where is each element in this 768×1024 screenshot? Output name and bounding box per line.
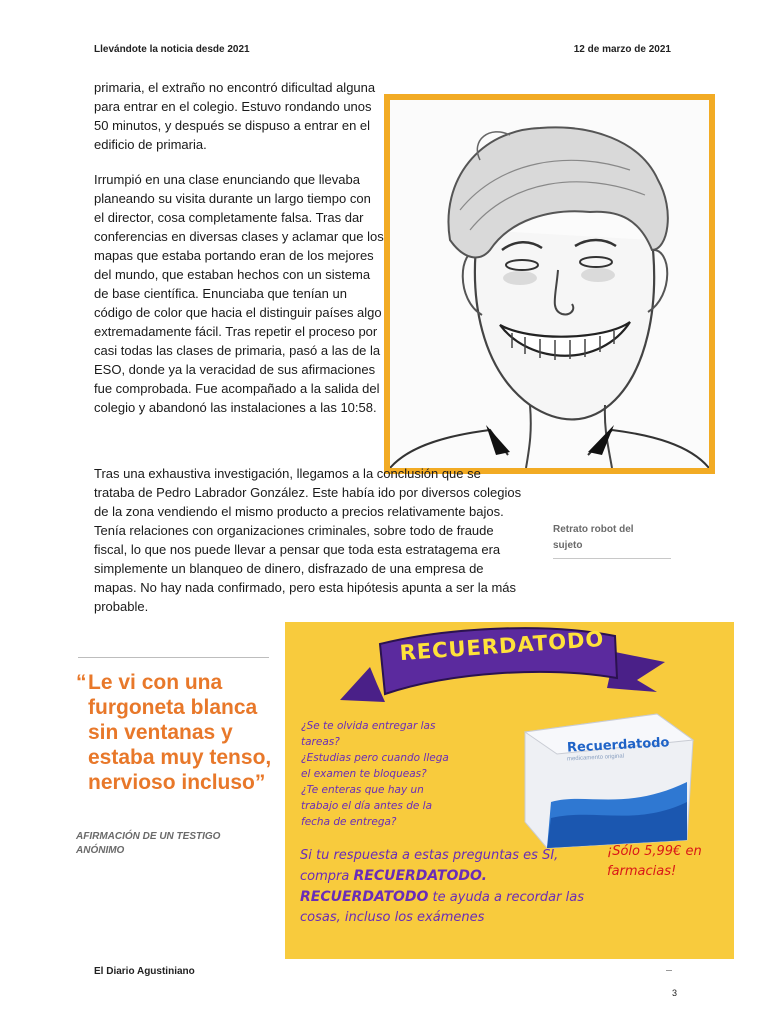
pull-quote [76, 670, 276, 795]
footer-divider [666, 970, 672, 971]
ad-questions [301, 718, 501, 830]
quote-divider [78, 657, 269, 658]
ad-question-line: el examen te bloqueas? [301, 768, 427, 780]
ad-main-line: cosas, incluso los exámenes [300, 910, 485, 925]
ad-main-line [300, 866, 620, 887]
ad-main-line: Si tu respuesta a estas preguntas es SI, [300, 848, 559, 863]
ad-question-line: ¿Te enteras que hay un [301, 784, 424, 796]
ad-main-text: compra [300, 869, 354, 884]
ad-question-line: tareas? [301, 736, 340, 748]
ad-main-text: te ayuda a recordar las [428, 890, 584, 905]
article-paragraph: Irrumpió en una clase enunciando que llevaba planeando su visita durante un largo tiempo con el director, cosa completamente falsa. Tras dar conferencias en diversas clases y aclamar que los mapas que estaba portando eran de los mejores del mundo, que estaban hechos con un sistema de base científica. Enunciaba que tenían un código de color que hacia el distinguir países algo extremadamente fácil. Tras repetir el proceso por casi todas las clases de primaria, pasó a las de la ESO, donde ya la veracidad de sus afirmaciones fue comprobada. Fue acompañado a la salida del colegio y abandonó las instalaciones a las 10:58. [94, 172, 384, 415]
recuerdatodo-advertisement [285, 622, 734, 959]
header-date: 12 de marzo de 2021 [573, 44, 671, 55]
suspect-portrait [384, 94, 715, 474]
article-paragraph: primaria, el extraño no encontró dificultad alguna para entrar en el colegio. Estuvo rondando unos 50 minutos, y después se dispuso a entrar en el edificio de primaria. [94, 80, 376, 152]
ad-question-line: ¿Se te olvida entregar las [301, 720, 436, 732]
portrait-caption: Retrato robot del sujeto [553, 524, 634, 551]
quote-mark: “ [76, 671, 87, 694]
footer-publication: El Diario Agustiniano [94, 966, 195, 977]
header-tagline: Llevándote la noticia desde 2021 [94, 44, 250, 55]
ad-price: ¡Sólo 5,99€ en farmacias! [607, 844, 702, 879]
quote-attribution: AFIRMACIÓN DE UN TESTIGO ANÓNIMO [76, 831, 221, 856]
ad-banner-title: RECUERDATODO [398, 626, 606, 666]
ad-brand-name: RECUERDATODO [300, 889, 429, 905]
ad-main-copy [300, 846, 620, 928]
page-number: 3 [672, 988, 678, 998]
pull-quote-text: Le vi con una furgoneta blanca sin ventanas y estaba muy tenso, nervioso incluso” [88, 671, 272, 794]
ad-question-line: fecha de entrega? [301, 816, 397, 828]
ad-question-line: trabajo el día antes de la [301, 800, 433, 812]
ad-main-line [300, 887, 620, 908]
portrait-drawing [390, 100, 709, 468]
ad-box-label: Recuerdatodo [566, 735, 670, 756]
ad-brand-name: RECUERDATODO. [353, 868, 487, 884]
ad-question-line: ¿Estudias pero cuando llega [301, 752, 449, 764]
caption-divider [553, 558, 671, 559]
ad-box-sublabel: medicamento original [566, 753, 625, 763]
article-paragraph: Tras una exhaustiva investigación, llegamos a la conclusión que se trataba de Pedro Labrador González. Este había ido por diversos colegios de la zona vendiendo el mismo producto a precios relativamente bajos. Tenía relaciones con organizaciones criminales, sobre todo de fraude fiscal, lo que nos puede llevar a pensar que toda esta estratagema era simplemente un blanqueo de dinero, disfrazado de una empresa de mapas. No hay nada confirmado, pero esta hipótesis apunta a ser la más probable. [94, 466, 522, 614]
